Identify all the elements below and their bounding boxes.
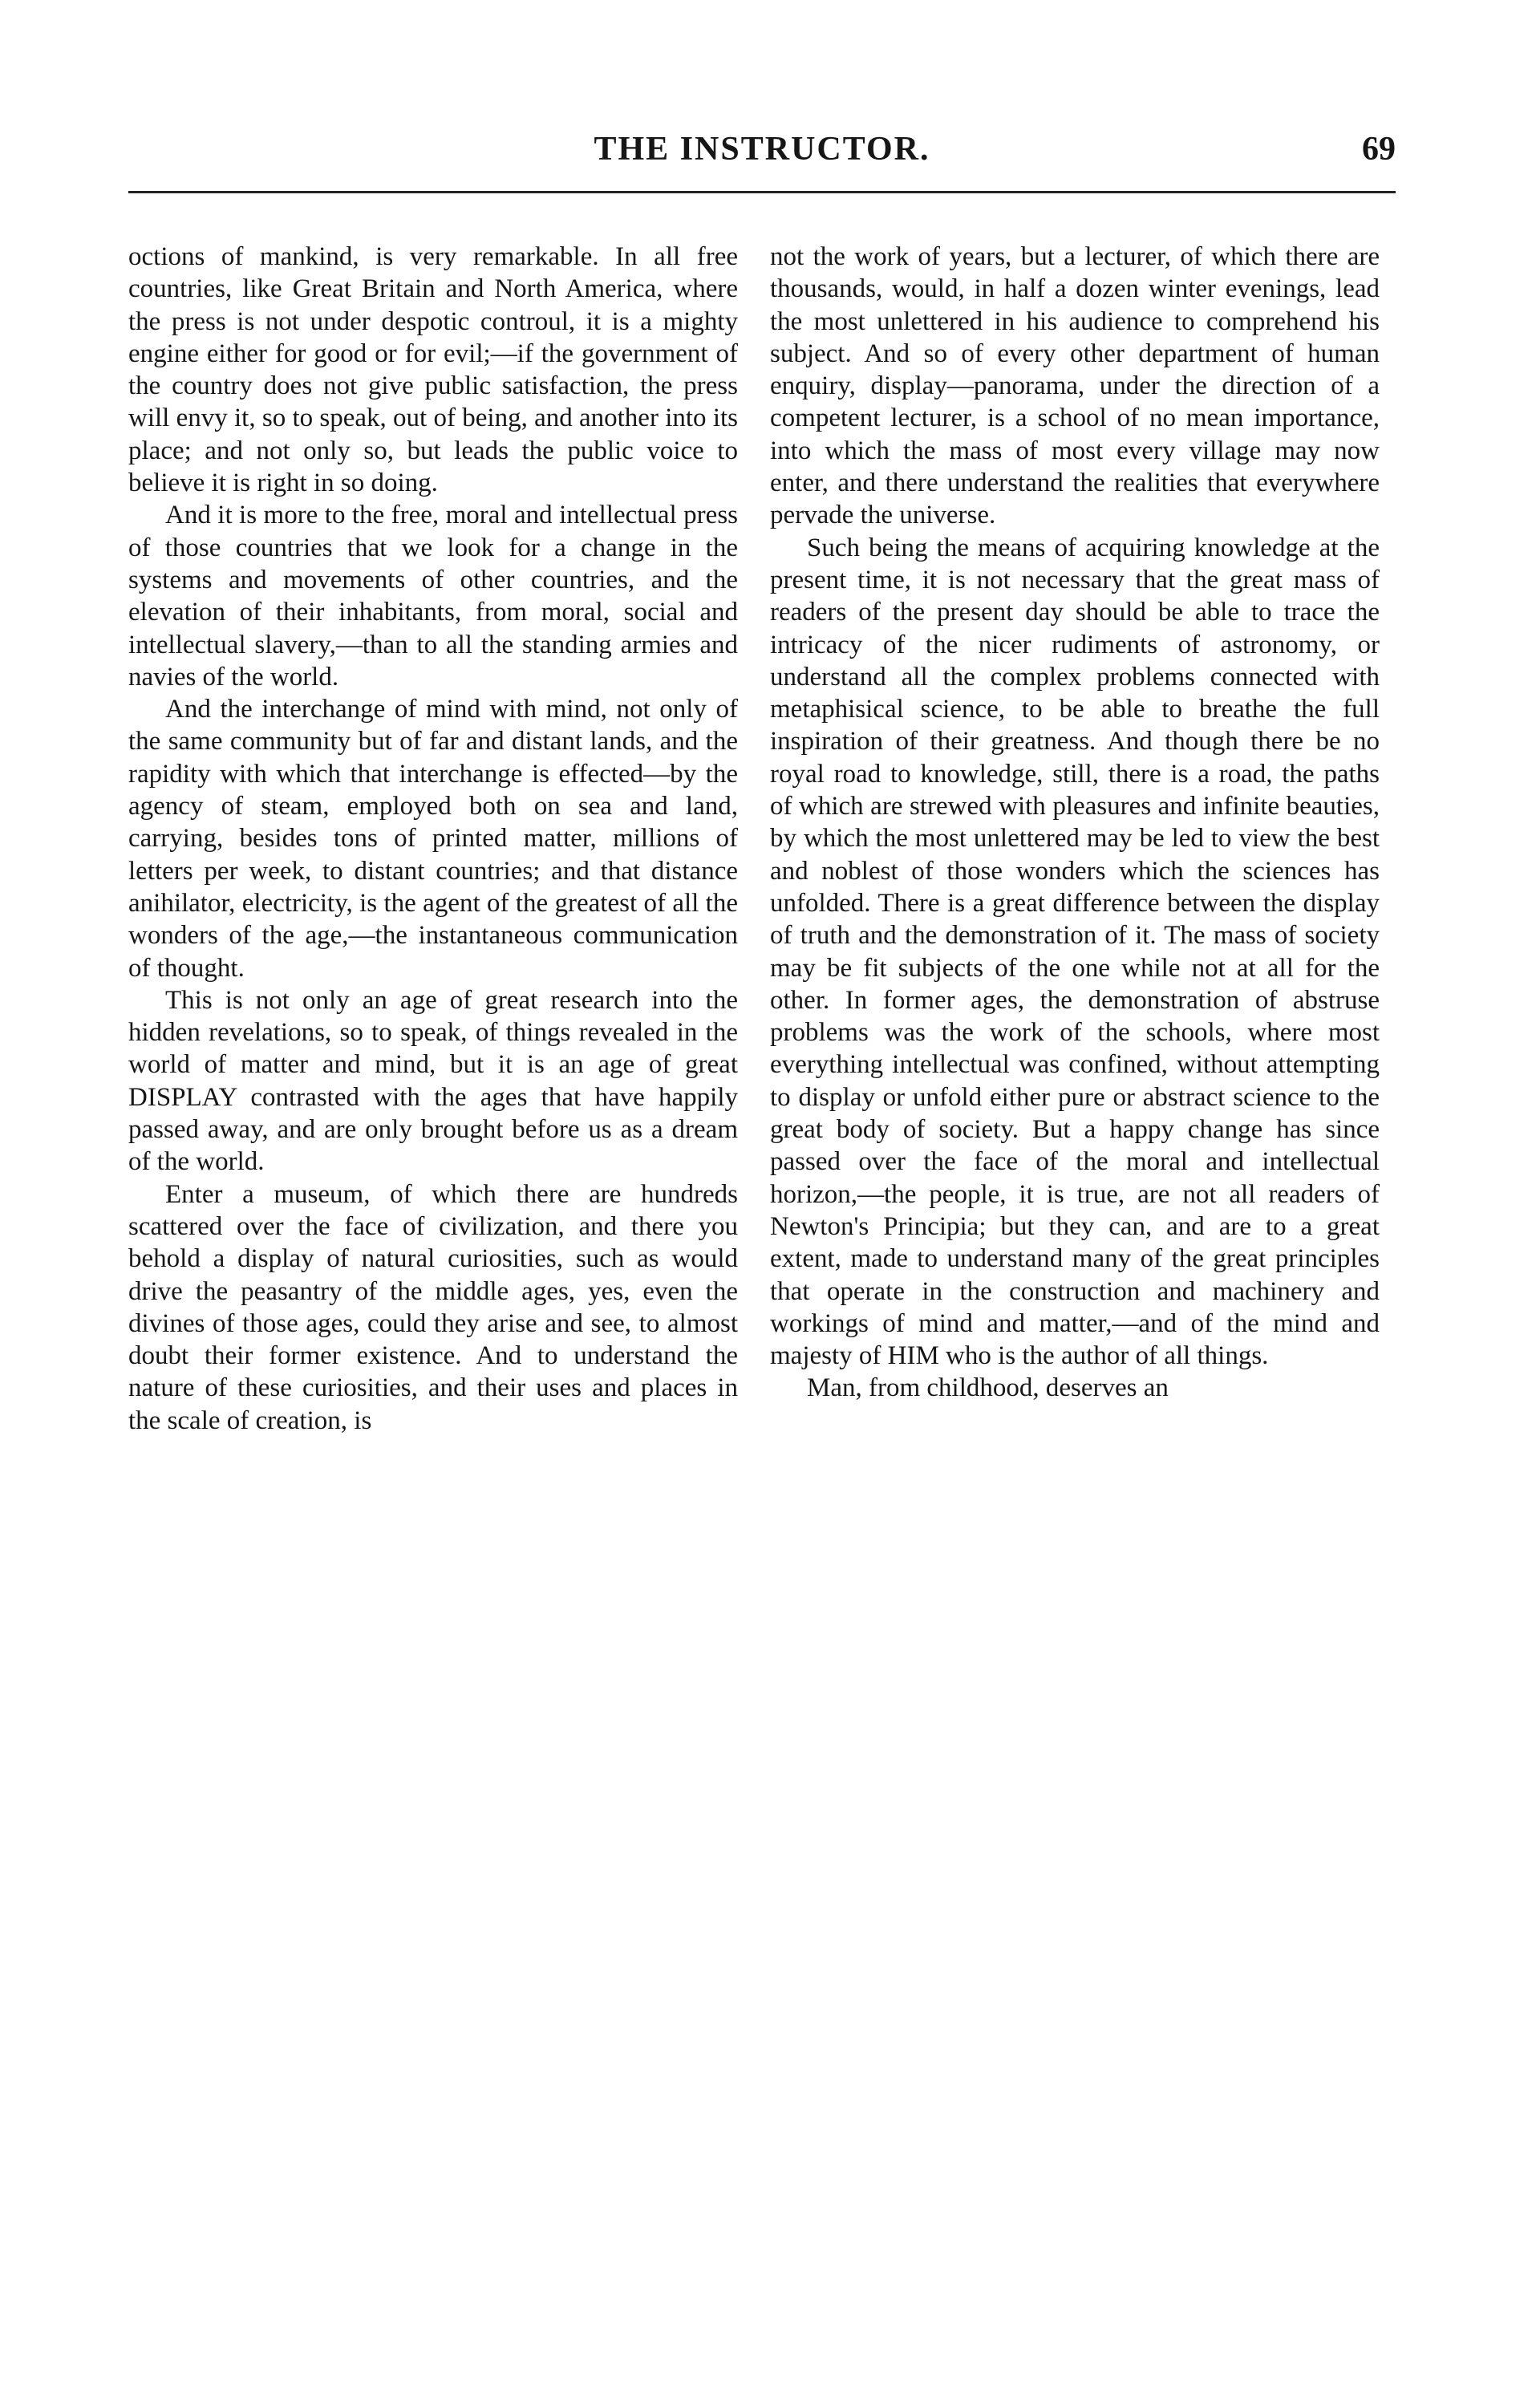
page-header — [128, 120, 1396, 176]
left-column — [128, 241, 738, 1437]
running-title: THE INSTRUCTOR. — [594, 131, 930, 168]
paragraph: And it is more to the free, moral and intellectual press of those countries that we look for a change in the systems and movements of other countries, and the elevation of their inhabitants, from moral, social and intellectual slavery,—than to all the standing armies and navies of the world. — [128, 501, 738, 692]
page-number: 69 — [1362, 131, 1396, 168]
paragraph: Enter a museum, of which there are hundreds scattered over the face of civilization, and there you behold a display of natural curiosities, such as would drive the peasantry of the middle ages, yes, even the divines of those ages, could they arise and see, to almost doubt their former existence. And to understand the nature of these curiosities, and their uses and places in the scale of creation, is — [128, 1179, 738, 1435]
right-column — [770, 241, 1380, 1405]
header-rule — [128, 191, 1396, 193]
paragraph: not the work of years, but a lecturer, of which there are thousands, would, in half a dozen winter evenings, lead the most unlettered in his audience to comprehend his subject. And so of every other department of human enquiry, display—panorama, under the direction of a competent lecturer, is a school of no mean importance, into which the mass of most every village may now enter, and there understand the realities that everywhere pervade the universe. — [770, 242, 1380, 530]
paragraph: And the interchange of mind with mind, not only of the same community but of far and distant lands, and the rapidity with which that interchange is effected—by the agency of steam, employed both on sea and land, carrying, besides tons of printed matter, millions of letters per week, to distant countries; and that distance anihilator, electricity, is the agent of the greatest of all the wonders of the age,—the instantaneous communication of thought. — [128, 695, 738, 983]
paragraph: Man, from childhood, deserves an — [807, 1373, 1169, 1403]
paragraph: octions of mankind, is very remarkable. In all free countries, like Great Britain and North America, where the press is not under despotic controul, it is a mighty engine either for good or for evil;—if the government of the country does not give public satisfaction, the press will envy it, so to speak, out of being, and another into its place; and not only so, but leads the public voice to believe it is right in so doing. — [128, 242, 738, 498]
paragraph: Such being the means of acquiring knowledge at the present time, it is not necessary that the great mass of readers of the present day should be able to trace the intricacy of the nicer rudiments of astronomy, or understand all the complex problems connected with metaphisical science, to be able to breathe the full inspiration of their greatness. And though there be no royal road to knowledge, still, there is a road, the paths of which are strewed with pleasures and infinite beauties, by which the most unlettered may be led to view the best and noblest of those wonders which the sciences has unfolded. There is a great difference between the display of truth and the demonstration of it. The mass of society may be fit subjects of the one while not at all for the other. In former ages, the demonstration of abstruse problems was the work of the schools, where most everything intellectual was confined, without attempting to display or unfold either pure or abstract science to the great body of society. But a happy change has since passed over the face of the moral and intellectual horizon,—the people, it is true, are not all readers of Newton's Principia; but they can, and are to a great extent, made to understand many of the great principles that operate in the construction and machinery and workings of mind and matter,—and of the mind and majesty of HIM who is the author of all things. — [770, 533, 1380, 1371]
paragraph: This is not only an age of great research into the hidden revelations, so to speak, of things revealed in the world of matter and mind, but it is an age of great DISPLAY contrasted with the ages that have happily passed away, and are only brought before us as a dream of the world. — [128, 985, 738, 1177]
